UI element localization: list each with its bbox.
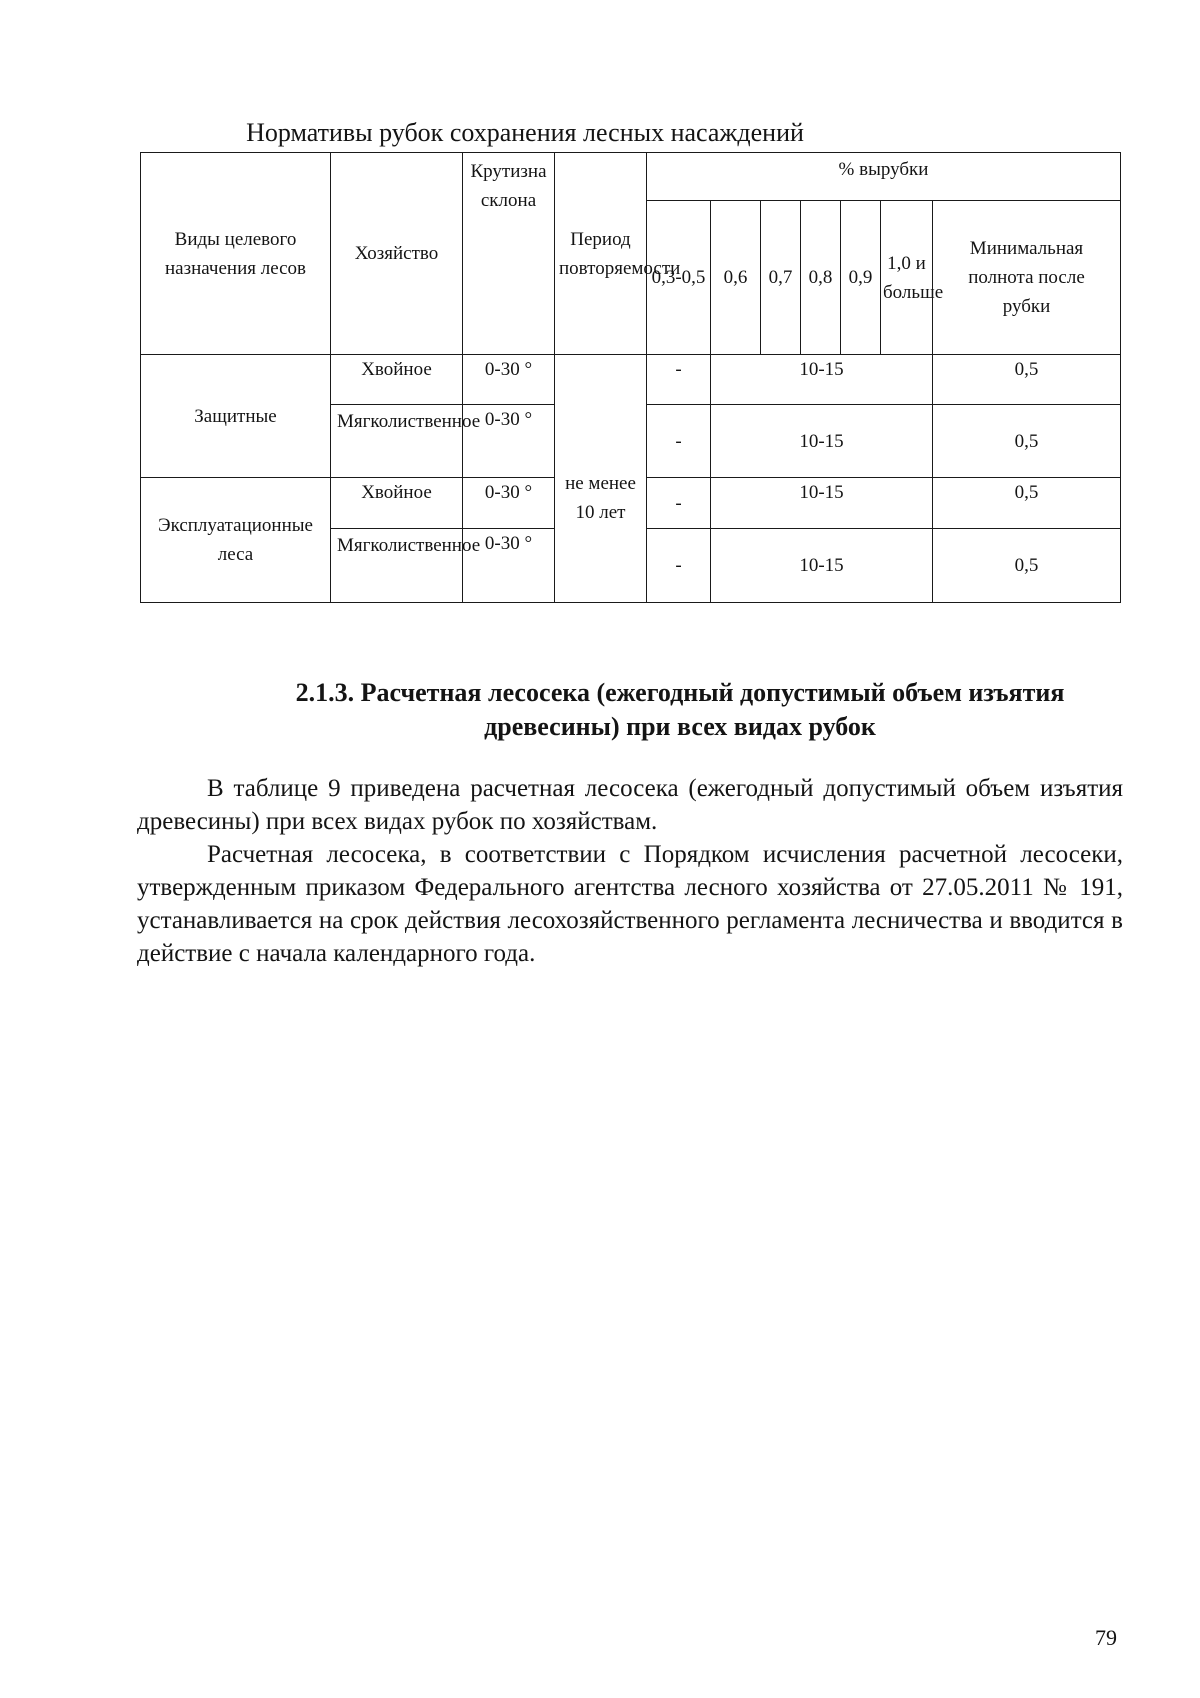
row-density-range: 10-15 xyxy=(711,529,933,603)
row-density-low: - xyxy=(647,529,711,603)
section-heading: 2.1.3. Расчетная лесосека (ежегодный допустимый объем изъятия древесины) при всех видах рубок xyxy=(295,678,1065,741)
row-forest-type-exploitation: Эксплуатационные леса xyxy=(141,478,331,603)
header-density-07: 0,7 xyxy=(761,201,801,355)
header-forest-type: Виды целевого назначения лесов xyxy=(141,153,331,355)
table-caption: Нормативы рубок сохранения лесных насаждений xyxy=(246,118,804,147)
row-forest-type-protective: Защитные xyxy=(141,355,331,478)
paragraph: Расчетная лесосека, в соответствии с Порядком исчисления расчетной лесосеки, утвержденным приказом Федерального агентства лесного хозяйства от 27.05.2011 № 191, устанавливается на срок действия лесохозяйственного регламента лесничества и вводится в действие с начала календарного года. xyxy=(137,841,1123,967)
row-economy: Хвойное xyxy=(331,478,463,529)
page-number: 79 xyxy=(1095,1625,1117,1650)
row-slope: 0-30 ° xyxy=(463,529,555,603)
row-density-low: - xyxy=(647,355,711,405)
row-min-density: 0,5 xyxy=(933,529,1121,603)
header-percent-cut: % вырубки xyxy=(647,153,1121,201)
row-density-low: - xyxy=(647,405,711,478)
header-density-10: 1,0 и больше xyxy=(881,201,933,355)
row-economy: Мягколиственное xyxy=(331,529,463,603)
header-density-09: 0,9 xyxy=(841,201,881,355)
row-min-density: 0,5 xyxy=(933,405,1121,478)
header-period: Период повторяемости xyxy=(555,153,647,355)
row-slope: 0-30 ° xyxy=(463,355,555,405)
row-density-range: 10-15 xyxy=(711,478,933,529)
row-economy: Мягколиственное xyxy=(331,405,463,478)
header-slope: Крутизна склона xyxy=(463,153,555,355)
row-slope: 0-30 ° xyxy=(463,405,555,478)
row-economy: Хвойное xyxy=(331,355,463,405)
cutting-norms-table xyxy=(140,152,1121,603)
header-economy: Хозяйство xyxy=(331,153,463,355)
row-density-low: - xyxy=(647,478,711,529)
paragraph: В таблице 9 приведена расчетная лесосека (ежегодный допустимый объем изъятия древесины) при всех видах рубок по хозяйствам. xyxy=(137,775,1123,835)
row-min-density: 0,5 xyxy=(933,478,1121,529)
row-density-range: 10-15 xyxy=(711,405,933,478)
header-density-06: 0,6 xyxy=(711,201,761,355)
header-density-08: 0,8 xyxy=(801,201,841,355)
header-density-03-05: 0,3-0,5 xyxy=(647,201,711,355)
row-min-density: 0,5 xyxy=(933,355,1121,405)
row-period-value: не менее 10 лет xyxy=(555,355,647,603)
row-slope: 0-30 ° xyxy=(463,478,555,529)
header-min-density: Минимальная полнота после рубки xyxy=(933,201,1121,355)
row-density-range: 10-15 xyxy=(711,355,933,405)
